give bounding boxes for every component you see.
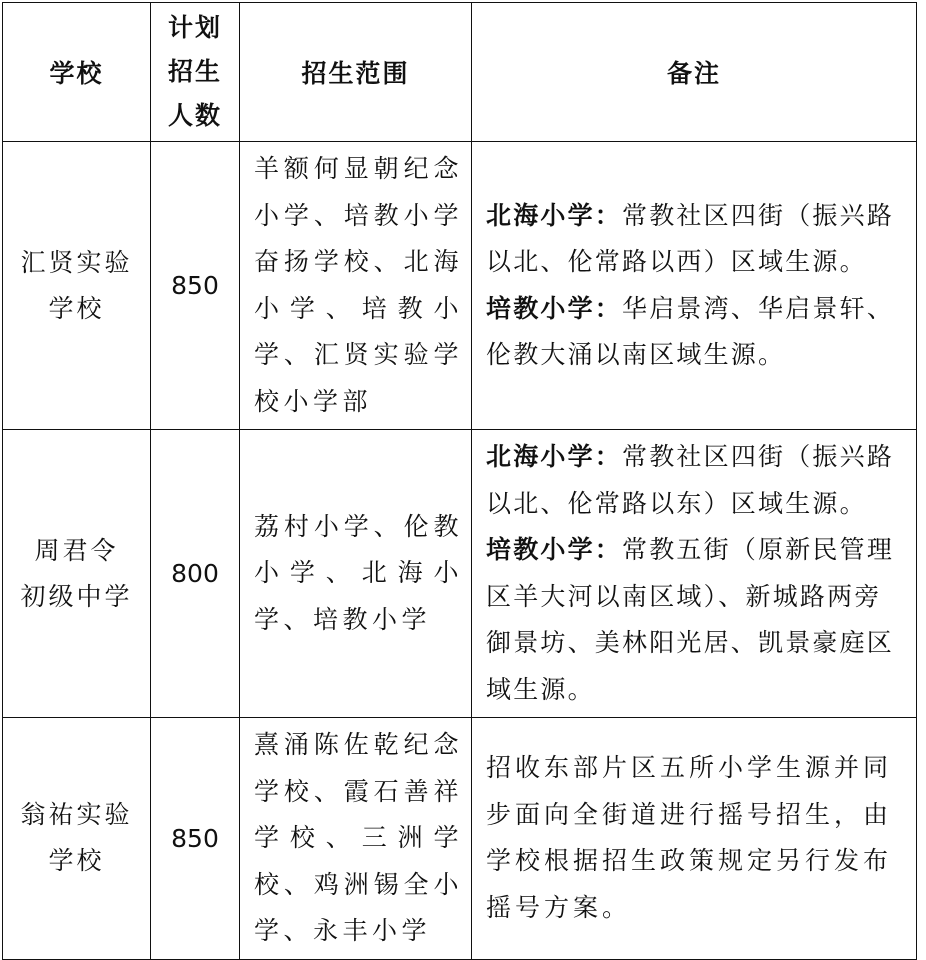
enrollment-range-cell: 羊额何显朝纪念小学、培教小学奋扬学校、北海小学、培教小学、汇贤实验学校小学部: [240, 142, 472, 430]
school-name-cell: [3, 430, 151, 718]
school-name-line: 初级中学: [20, 581, 133, 611]
school-name-line: 学校: [48, 293, 105, 323]
enrollment-table: [2, 2, 917, 960]
header-plan-line: 人数: [167, 101, 222, 130]
planned-enrollment-cell: 850: [151, 718, 240, 960]
header-planned-enrollment: [151, 3, 240, 142]
school-name-line: 学校: [48, 846, 105, 876]
note-entry: [486, 527, 906, 713]
enrollment-range-cell: 熹涌陈佐乾纪念学校、霞石善祥学校、三洲学校、鸡洲锡全小学、永丰小学: [240, 718, 472, 960]
note-entry: [486, 434, 906, 527]
header-enrollment-range: 招生范围: [240, 3, 472, 142]
table-row: [3, 142, 917, 430]
school-name-line: 周君令: [34, 535, 119, 565]
header-plan-line: 计划: [167, 13, 222, 42]
note-label: 北海小学：: [486, 442, 623, 471]
notes-cell: [472, 142, 917, 430]
planned-enrollment-cell: 850: [151, 142, 240, 430]
planned-enrollment-cell: 800: [151, 430, 240, 718]
note-label: 培教小学：: [486, 535, 623, 564]
note-text: 常教社区四街（振兴路以北、伦常路以东）区域生源。: [486, 442, 895, 518]
header-notes: 备注: [472, 3, 917, 142]
table-header-row: [3, 3, 917, 142]
note-text: 华启景湾、华启景轩、伦教大涌以南区域生源。: [486, 293, 895, 369]
school-name-line: 翁祐实验: [20, 800, 133, 830]
table-row: [3, 430, 917, 718]
note-entry: [486, 286, 906, 379]
enrollment-table-container: [2, 2, 917, 960]
table-row: [3, 718, 917, 960]
school-name-cell: [3, 718, 151, 960]
header-plan-line: 招生: [167, 57, 222, 86]
note-entry: [486, 193, 906, 286]
school-name-line: 汇贤实验: [20, 247, 133, 277]
school-name-cell: [3, 142, 151, 430]
notes-cell: 招收东部片区五所小学生源并同步面向全街道进行摇号招生，由学校根据招生政策规定另行发布摇号方案。: [472, 718, 917, 960]
notes-cell: [472, 430, 917, 718]
note-label: 北海小学：: [486, 200, 623, 230]
header-school: 学校: [3, 3, 151, 142]
enrollment-range-cell: 荔村小学、伦教小学、北海小学、培教小学: [240, 430, 472, 718]
note-label: 培教小学：: [486, 293, 623, 323]
note-text: 常教五街（原新民管理区羊大河以南区域）、新城路两旁御景坊、美林阳光居、凯景豪庭区域生源。: [486, 535, 895, 704]
note-text: 常教社区四街（振兴路以北、伦常路以西）区域生源。: [486, 200, 895, 276]
